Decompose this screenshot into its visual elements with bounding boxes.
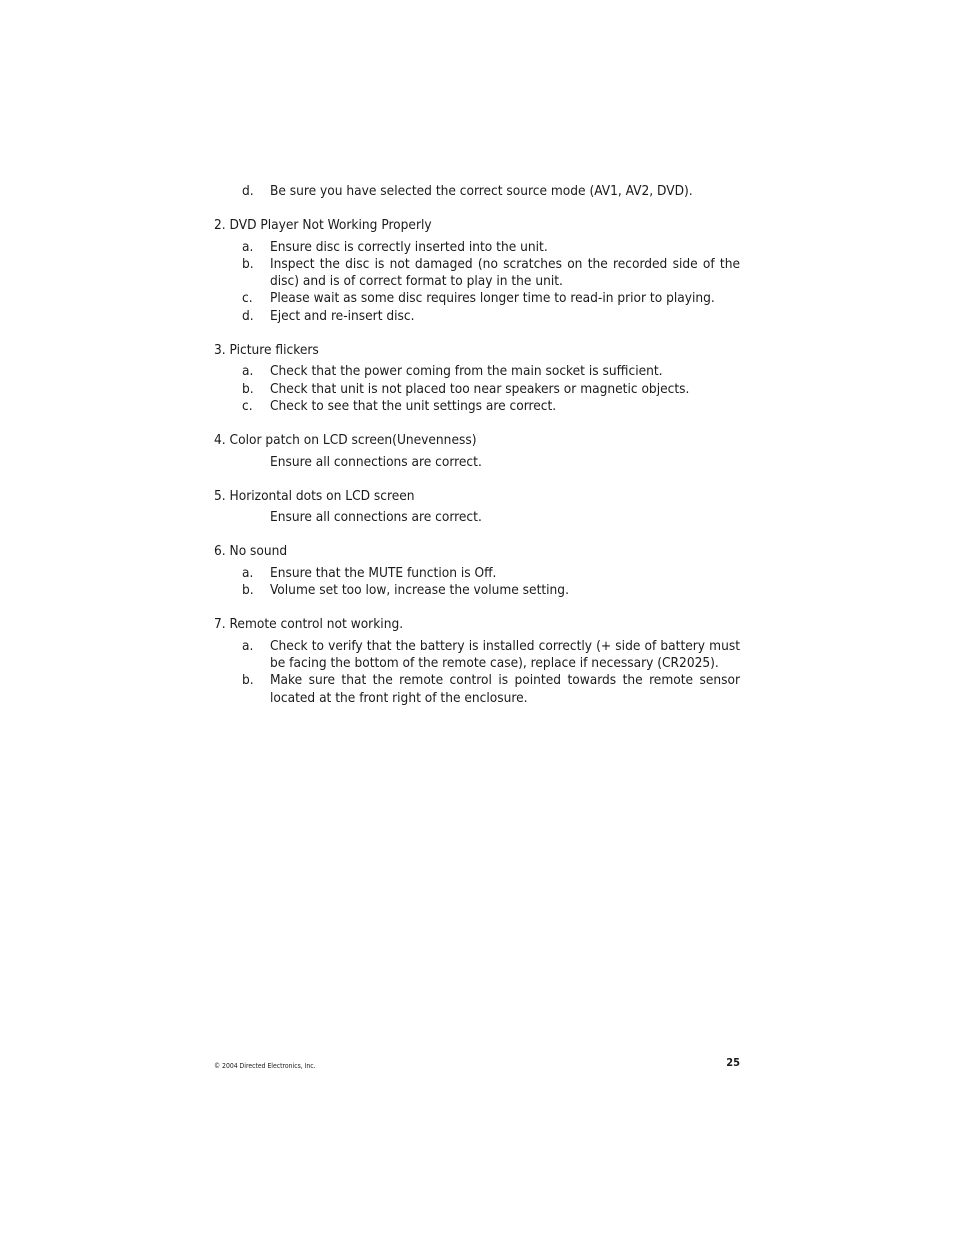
list-item-text: Please wait as some disc requires longer time to read-in prior to playing. [270,290,715,307]
list-item-text: Eject and re-insert disc. [270,307,415,324]
section-heading: 7. Remote control not working. [214,616,404,633]
list-marker: c. [242,397,253,414]
list-item-text: Ensure disc is correctly inserted into the unit. [270,238,548,255]
list-marker: a. [242,564,254,581]
section-no-sound [214,543,740,599]
list-item-text: Be sure you have selected the correct source mode (AV1, AV2, DVD). [270,183,693,199]
list-marker: b. [242,582,254,599]
list-item [214,308,740,325]
list-item [214,239,740,256]
list-item-text: Check that unit is not placed too near speakers or magnetic objects. [270,380,690,397]
list-item [214,398,740,415]
list-item [214,582,740,599]
section-heading: 3. Picture flickers [214,342,319,359]
list-item [214,183,740,200]
list-item [214,256,740,291]
list-item-text: Inspect the disc is not damaged (no scratches on the recorded side of the disc) and is of correct format to play in the unit. [270,255,740,290]
list-item [214,381,740,398]
list-item-text: Ensure that the MUTE function is Off. [270,564,497,581]
list-item [214,290,740,307]
troubleshooting-list [214,183,740,707]
list-item-text: Check to see that the unit settings are correct. [270,397,557,414]
section-text: Ensure all connections are correct. [270,453,482,470]
copyright-notice: © 2004 Directed Electronics, Inc. [214,1062,316,1070]
list-marker: a. [242,637,254,654]
section-dvd-player [214,217,740,325]
section-picture-flickers [214,342,740,415]
list-item [214,672,740,707]
list-marker: a. [242,238,254,255]
list-item [214,638,740,673]
section-horizontal-dots [214,488,740,527]
section-heading: 2. DVD Player Not Working Properly [214,217,432,234]
list-item [214,565,740,582]
list-marker: b. [242,255,254,272]
section-heading: 6. No sound [214,543,288,560]
list-marker: a. [242,363,254,380]
list-item-text: Make sure that the remote control is pointed towards the remote sensor located at the front right of the enclosure. [270,672,740,706]
section-heading: 5. Horizontal dots on LCD screen [214,487,415,504]
list-marker: b. [242,380,254,397]
list-item-text: Check that the power coming from the main socket is sufficient. [270,363,663,380]
list-marker: c. [242,290,253,307]
list-marker: b. [242,672,254,689]
section-text: Ensure all connections are correct. [270,509,482,526]
section-heading: 4. Color patch on LCD screen(Unevenness) [214,432,477,449]
list-item-text: Volume set too low, increase the volume setting. [270,582,569,599]
list-item-text: Check to verify that the battery is installed correctly (+ side of battery must be facing the bottom of the remote case), replace if necessary (CR2025). [270,637,740,671]
section-color-patch [214,432,740,471]
section-remote-control [214,616,740,706]
list-marker: d. [242,183,254,199]
list-marker: d. [242,307,254,324]
list-item [214,363,740,380]
page-number: 25 [726,1056,740,1069]
